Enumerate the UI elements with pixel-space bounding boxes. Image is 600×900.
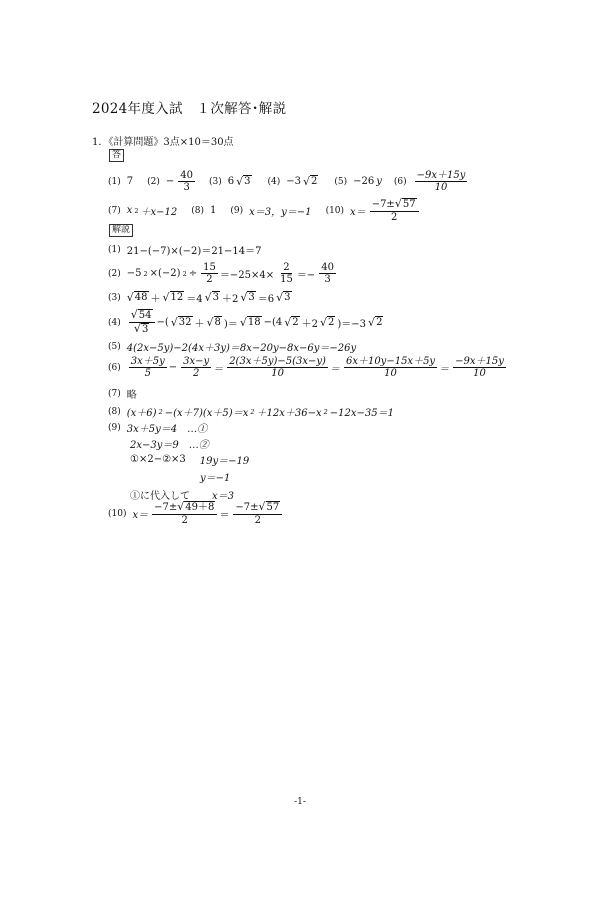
fraction	[233, 501, 282, 526]
explanation-6	[108, 356, 508, 379]
answer-badge: 答	[109, 149, 124, 162]
fraction	[129, 309, 155, 336]
square-root: √ 48	[126, 291, 148, 304]
explanation-9-line-3	[130, 452, 251, 467]
answer-coefficient: 6	[227, 176, 235, 187]
answer-value: x＝3，y＝−1	[249, 207, 312, 218]
answer-fraction	[178, 170, 195, 193]
square-root: √ 2	[303, 175, 318, 188]
answer-number: (10)	[325, 205, 345, 216]
answer-number: (8)	[191, 205, 205, 216]
fraction	[453, 356, 506, 379]
explanation-number: (1)	[108, 244, 121, 255]
numerator-prefix: −7±	[371, 199, 395, 210]
step-result: x＝3	[212, 491, 235, 502]
explanation-badge: 解説	[109, 224, 133, 237]
expr-part: )＝−3	[337, 319, 367, 330]
square-root: √ 32	[170, 316, 192, 329]
fraction-numerator: 6x＋10y−15x＋5y	[345, 356, 436, 367]
fraction-denominator: 2	[206, 274, 213, 285]
fraction-numerator: 40	[321, 262, 334, 273]
radicand: 12	[170, 292, 184, 303]
answer-number: (2)	[147, 176, 160, 187]
fraction-numerator: 15	[203, 262, 216, 273]
radicand: 57	[402, 199, 416, 210]
fraction-denominator: 10	[473, 368, 486, 379]
square-root: √ 12	[162, 291, 184, 304]
answer-number: (3)	[209, 176, 222, 187]
answer-number: (1)	[108, 176, 121, 187]
fraction-denominator: 3	[183, 182, 190, 193]
expr-part: ＝	[439, 364, 450, 375]
answer-rest: ＋x−12	[140, 207, 178, 218]
expr-part: ＝6	[257, 294, 275, 305]
fraction-denominator: 2	[192, 368, 200, 379]
radicand: 3	[212, 292, 220, 303]
expr-part: ＋12x＋36−x	[256, 408, 322, 419]
answer-value: −26	[353, 176, 375, 187]
fraction	[152, 501, 217, 526]
square-root: √ 3	[240, 291, 255, 304]
exponent: 2	[134, 206, 139, 215]
expr-part: ＋	[150, 294, 161, 305]
expr-part: −	[168, 362, 178, 373]
square-root: √ 3	[204, 291, 220, 304]
explanation-2	[108, 262, 338, 285]
fraction-denominator: 2	[390, 212, 398, 223]
answer-fraction	[370, 198, 419, 223]
section-heading: 1．《計算問題》3点×10＝30点	[92, 137, 234, 148]
fraction-denominator: 2	[181, 515, 188, 526]
explanation-4	[108, 309, 385, 336]
expr-part: x＝	[132, 510, 149, 521]
fraction-numerator: −7± √ 49＋8	[152, 501, 217, 515]
radicand: 2	[376, 317, 383, 328]
expr-part: ×(−2)	[149, 268, 181, 279]
answers-row-2	[108, 198, 421, 223]
radicand: 18	[247, 317, 261, 328]
page-number: -1-	[294, 797, 306, 807]
radicand: 3	[248, 292, 255, 303]
fraction-denominator: 10	[434, 182, 448, 193]
numerator-prefix: −7±	[154, 502, 178, 513]
explanation-number: (6)	[108, 362, 121, 373]
square-root: √ 3	[236, 175, 251, 188]
expr-part: ＋	[194, 319, 205, 330]
radicand: 2	[311, 176, 318, 187]
fraction-denominator: √ 3	[133, 322, 149, 335]
fraction	[129, 356, 167, 379]
square-root: √ 57	[394, 197, 416, 210]
radicand: 3	[244, 176, 251, 187]
square-root: √ 2	[320, 316, 335, 329]
expr-part: −(4	[263, 317, 283, 328]
fraction-denominator: 10	[384, 368, 397, 379]
fraction-numerator	[370, 198, 419, 212]
fraction-denominator: 10	[271, 368, 284, 379]
fraction-numerator: −9x＋15y	[416, 170, 466, 181]
answer-sign: −	[165, 176, 175, 187]
expr-part: −(x＋7)(x＋5)＝x	[164, 408, 249, 419]
answer-value: 1	[210, 205, 217, 216]
radicand: 2	[292, 317, 299, 328]
answers-row-1	[108, 170, 469, 193]
explanation-text: 21−(−7)×(−2)＝21−14＝7	[126, 246, 262, 257]
radicand: 48	[134, 292, 148, 303]
step-label: ①に代入して	[130, 491, 190, 502]
radicand: 2	[328, 317, 335, 328]
expr-part: ＝4	[186, 294, 203, 305]
fraction	[344, 356, 437, 379]
fraction-numerator: 2	[283, 262, 290, 273]
explanation-8	[108, 404, 396, 419]
expr-part: ＋2	[301, 319, 318, 330]
fraction	[201, 262, 218, 285]
answer-number: (7)	[108, 205, 121, 216]
fraction-numerator: 3x＋5y	[130, 356, 165, 367]
square-root: √ 8	[206, 316, 221, 329]
equation-line: 3x＋5y＝4 …①	[126, 424, 208, 435]
square-root: √ 18	[239, 316, 261, 329]
answer-coefficient: −3	[286, 176, 302, 187]
fraction	[278, 262, 295, 285]
exponent: 2	[323, 407, 328, 416]
expr-part: −5	[126, 268, 142, 279]
radicand: 8	[214, 317, 221, 328]
answer-fraction	[415, 170, 468, 193]
step-result: 19y＝−19	[199, 456, 250, 467]
exponent: 2	[158, 407, 163, 416]
expr-part: −12x−35＝1	[329, 408, 394, 419]
explanation-9-line-2: 2x−3y＝9 …②	[130, 440, 209, 451]
explanation-number: (10)	[108, 508, 127, 519]
explanation-number: (8)	[108, 406, 121, 417]
fraction-numerator: 40	[180, 170, 193, 181]
fraction-numerator: 2(3x＋5y)−5(3x−y)	[229, 356, 326, 367]
expr-part: )＝	[223, 319, 238, 330]
expr-part: ÷	[188, 268, 198, 279]
expr-part: ＝	[329, 364, 340, 375]
radicand: 32	[178, 317, 192, 328]
radicand: 57	[266, 502, 280, 513]
explanation-3	[108, 290, 294, 305]
fraction-denominator: 3	[324, 274, 331, 285]
expr-part: ＝−	[296, 270, 316, 281]
answer-variable: y	[376, 176, 382, 187]
exponent: 2	[182, 269, 187, 278]
explanation-7	[108, 386, 139, 401]
answer-number: (9)	[230, 205, 244, 216]
numerator-prefix: −7±	[235, 502, 259, 513]
square-root: √ 3	[276, 291, 291, 304]
square-root: √ 2	[368, 316, 383, 329]
radicand: 54	[138, 310, 152, 321]
answer-number: (6)	[393, 176, 407, 187]
explanation-number: (3)	[108, 292, 121, 303]
fraction	[227, 356, 328, 379]
explanation-1	[108, 242, 264, 257]
radicand: 49＋8	[185, 502, 215, 513]
explanation-number: (4)	[108, 317, 121, 328]
radicand: 3	[141, 324, 149, 335]
answer-number: (4)	[267, 176, 281, 187]
page-title: 2024年度入試 １次解答･解説	[92, 101, 287, 117]
fraction	[181, 356, 211, 379]
expr-part: (x＋6)	[126, 408, 157, 419]
explanation-number: (5)	[108, 341, 121, 352]
answer-value: x	[126, 205, 133, 216]
fraction-numerator: −9x＋15y	[455, 356, 504, 367]
explanation-text: 略	[126, 390, 137, 401]
explanation-number: (9)	[108, 422, 121, 433]
expr-part: ＝	[219, 510, 230, 521]
explanation-9-line-4: y＝−1	[200, 473, 231, 484]
explanation-number: (7)	[108, 388, 121, 399]
fraction-numerator: 3x−y	[183, 356, 210, 367]
exponent: 2	[143, 269, 148, 278]
expr-part: ＝−25×4×	[219, 270, 275, 281]
explanation-number: (2)	[108, 268, 121, 279]
answer-number: (5)	[334, 176, 348, 187]
exponent: 2	[250, 407, 255, 416]
fraction-numerator: √ 54	[129, 309, 155, 323]
expr-part: −(	[156, 317, 169, 328]
fraction-denominator: 2	[254, 515, 261, 526]
fraction-denominator: 5	[144, 368, 151, 379]
answer-lhs: x＝	[350, 207, 366, 218]
radicand: 3	[284, 292, 291, 303]
square-root: √ 2	[284, 316, 299, 329]
fraction-denominator: 15	[280, 274, 293, 285]
expr-part: ＝	[213, 364, 224, 375]
step-label: ①×2−②×3	[130, 454, 186, 465]
answer-value: 7	[126, 176, 134, 187]
explanation-10	[108, 501, 284, 526]
fraction-numerator: −7± √ 57	[233, 501, 282, 515]
explanation-text: 4(2x−5y)−2(4x＋3y)＝8x−20y−8x−6y＝−26y	[126, 343, 357, 354]
explanation-5	[108, 339, 358, 354]
fraction	[319, 262, 336, 285]
explanation-9	[108, 420, 209, 435]
expr-part: ＋2	[222, 294, 239, 305]
